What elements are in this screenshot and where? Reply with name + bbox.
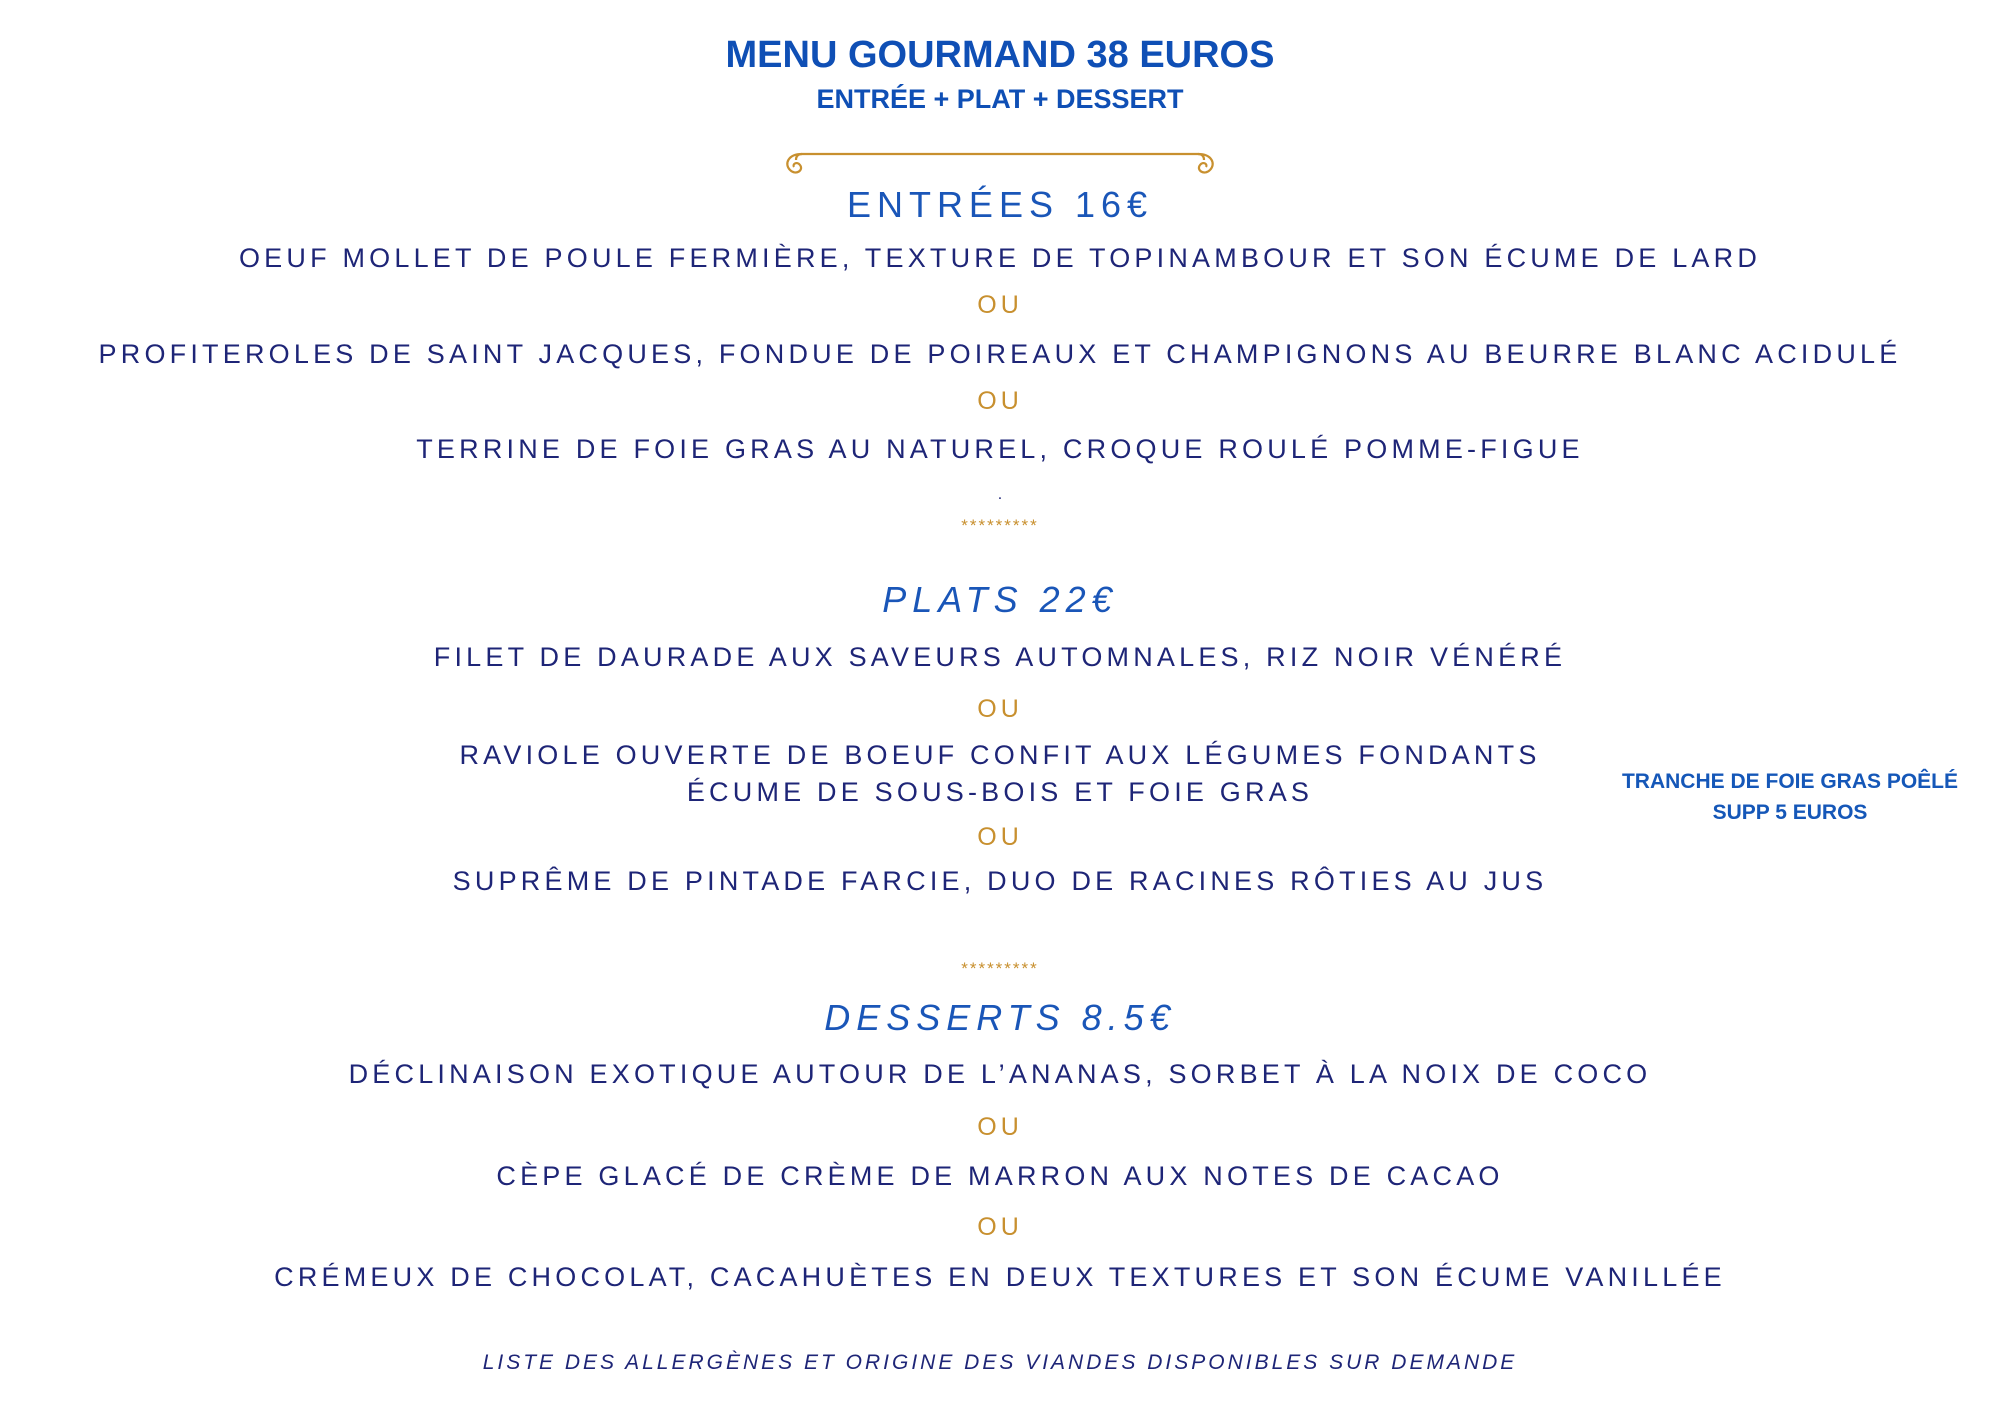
entrees-title: ENTRÉES 16€ (846, 184, 1154, 225)
supplement-note-line1: TRANCHE DE FOIE GRAS POÊLÉ (1621, 770, 1959, 793)
entree-item-3: TERRINE DE FOIE GRAS AU NATUREL, CROQUE ROULÉ POMME-FIGUE (416, 434, 1584, 464)
or-separator: OU (977, 695, 1023, 723)
desserts-title: DESSERTS 8.5€ (824, 997, 1176, 1038)
or-separator: OU (977, 1113, 1023, 1141)
entree-item-2: PROFITEROLES DE SAINT JACQUES, FONDUE DE POIREAUX ET CHAMPIGNONS AU BEURRE BLANC ACIDULÉ (98, 339, 1902, 369)
supplement-note-line2: SUPP 5 EUROS (1712, 801, 1868, 824)
plat-item-2-line2: ÉCUME DE SOUS-BOIS ET FOIE GRAS (686, 777, 1314, 807)
decorative-scroll-divider-icon (780, 150, 1220, 186)
plats-title: PLATS 22€ (882, 579, 1118, 620)
dessert-item-1: DÉCLINAISON EXOTIQUE AUTOUR DE L’ANANAS, SORBET À LA NOIX DE COCO (348, 1059, 1652, 1089)
plat-item-1: FILET DE DAURADE AUX SAVEURS AUTOMNALES, RIZ NOIR VÉNÉRÉ (433, 642, 1567, 672)
or-separator: OU (977, 823, 1023, 851)
or-separator: OU (977, 1213, 1023, 1241)
menu-subtitle: ENTRÉE + PLAT + DESSERT (816, 84, 1184, 114)
or-separator: OU (977, 291, 1023, 319)
or-separator: OU (977, 387, 1023, 415)
entree-item-1: OEUF MOLLET DE POULE FERMIÈRE, TEXTURE DE TOPINAMBOUR ET SON ÉCUME DE LARD (238, 243, 1762, 273)
dot-separator: . (997, 486, 1003, 503)
allergen-footer-note: LISTE DES ALLERGÈNES ET ORIGINE DES VIANDES DISPONIBLES SUR DEMANDE (482, 1351, 1518, 1374)
plat-item-3: SUPRÊME DE PINTADE FARCIE, DUO DE RACINES RÔTIES AU JUS (452, 866, 1548, 896)
stars-separator: ********* (961, 516, 1039, 535)
dessert-item-3: CRÉMEUX DE CHOCOLAT, CACAHUÈTES EN DEUX TEXTURES ET SON ÉCUME VANILLÉE (274, 1262, 1726, 1292)
plat-item-2-line1: RAVIOLE OUVERTE DE BOEUF CONFIT AUX LÉGUMES FONDANTS (459, 740, 1541, 770)
menu-title: MENU GOURMAND 38 EUROS (725, 34, 1275, 76)
dessert-item-2: CÈPE GLACÉ DE CRÈME DE MARRON AUX NOTES DE CACAO (496, 1161, 1504, 1191)
stars-separator: ********* (961, 959, 1039, 978)
